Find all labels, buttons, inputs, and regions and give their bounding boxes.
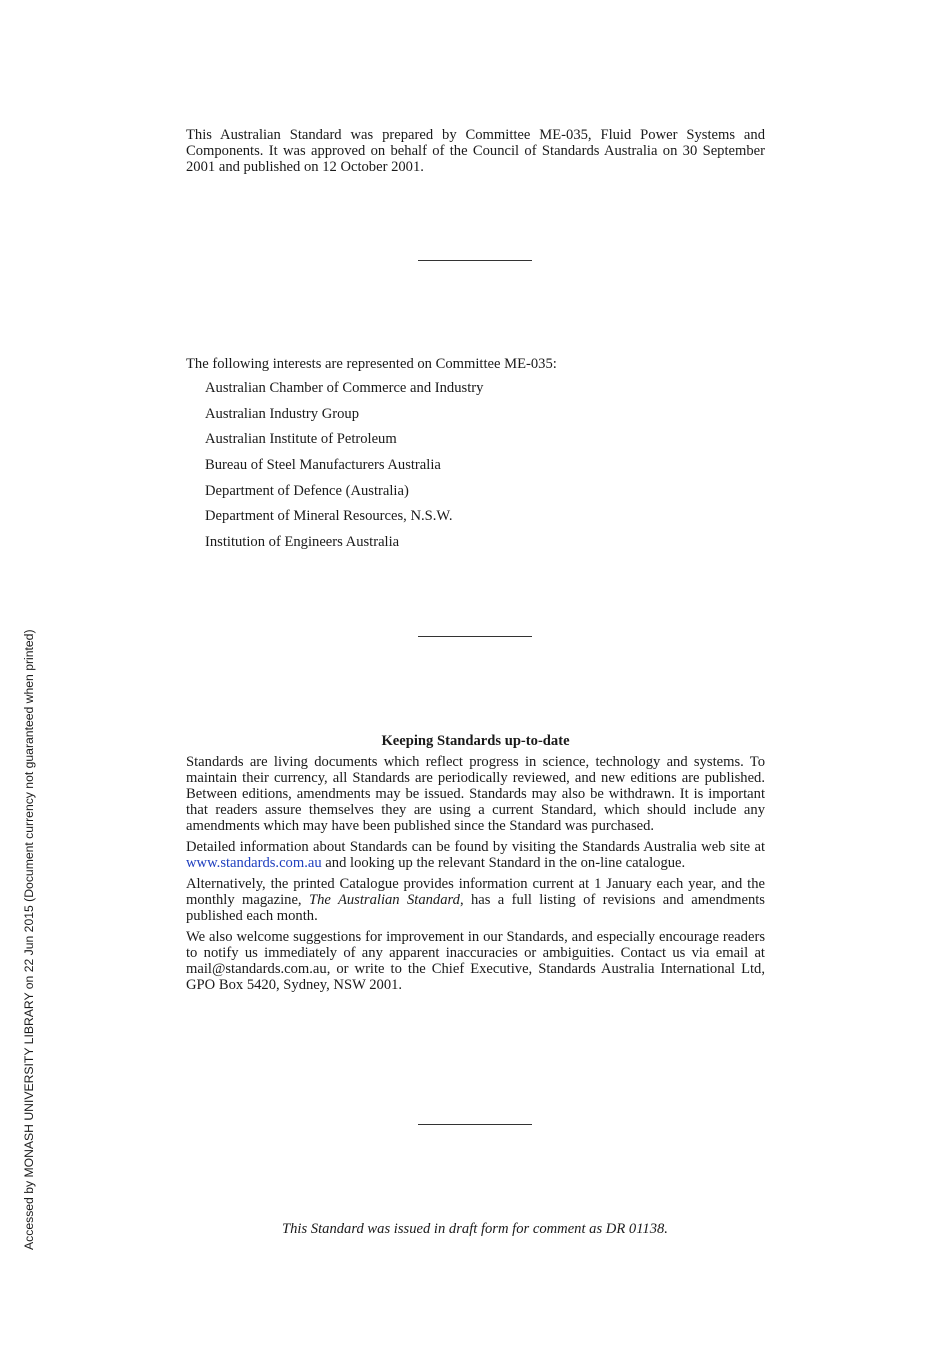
approval-text: This Australian Standard was prepared by Committee ME-035, Fluid Power Systems and Components. It was approved on behalf of the Council of Standards Australia on 30 September 2001 and published on 12 October 2001. [186, 127, 765, 175]
keeping-paragraph-1: Standards are living documents which reflect progress in science, technology and systems. To maintain their currency, all Standards are periodically reviewed, and new editions are published. Between editions, amendments may be issued. Standards may also be withdrawn. It is important that readers assure themselves they are using a current Standard, which should include any amendments which may have been published since the Standard was purchased. [186, 754, 765, 834]
committee-member: Department of Mineral Resources, N.S.W. [205, 508, 453, 525]
keeping-paragraph-2-tail: and looking up the relevant Standard in the on-line catalogue. [321, 855, 686, 871]
committee-member: Australian Chamber of Commerce and Industry [205, 380, 484, 396]
committee-intro: The following interests are represented on Committee ME-035: [186, 356, 557, 372]
keeping-paragraph-2-lead: Detailed information about Standards can be found by visiting the Standards Australia web site at [186, 839, 765, 855]
committee-member: Australian Industry Group [205, 405, 360, 422]
magazine-title: The Australian Standard [308, 892, 460, 908]
keeping-paragraph-3 [186, 876, 765, 924]
draft-note: This Standard was issued in draft form for comment as DR 01138. [282, 1221, 668, 1237]
standards-website-link[interactable]: www.standards.com.au [186, 855, 322, 871]
keeping-paragraph-3-tail: , has a full listing of revisions and amendments published each month. [186, 892, 765, 924]
keeping-standards-heading: Keeping Standards up-to-date [381, 733, 570, 749]
keeping-paragraph-4: We also welcome suggestions for improvement in our Standards, and especially encourage readers to notify us immediately of any apparent inaccuracies or ambiguities. Contact us via email at mail@standards.com.au, or write to the Chief Executive, Standards Australia International Ltd, GPO Box 5420, Sydney, NSW 2001. [186, 929, 765, 993]
section-divider [418, 260, 532, 261]
keeping-standards-section [186, 754, 765, 998]
keeping-paragraph-2 [186, 839, 765, 871]
committee-member: Australian Institute of Petroleum [205, 431, 397, 448]
access-watermark: Accessed by MONASH UNIVERSITY LIBRARY on 22 Jun 2015 (Document currency not guaranteed when printed) [22, 629, 36, 1250]
committee-member: Institution of Engineers Australia [205, 534, 400, 551]
committee-member: Department of Defence (Australia) [205, 482, 409, 499]
committee-member: Bureau of Steel Manufacturers Australia [205, 457, 441, 474]
section-divider [418, 636, 532, 637]
approval-block [186, 127, 765, 175]
section-divider [418, 1124, 532, 1125]
committee-member-list [205, 379, 483, 559]
keeping-paragraph-3-lead: Alternatively, the printed Catalogue provides information current at 1 January each year, and the monthly magazine, [186, 876, 765, 908]
